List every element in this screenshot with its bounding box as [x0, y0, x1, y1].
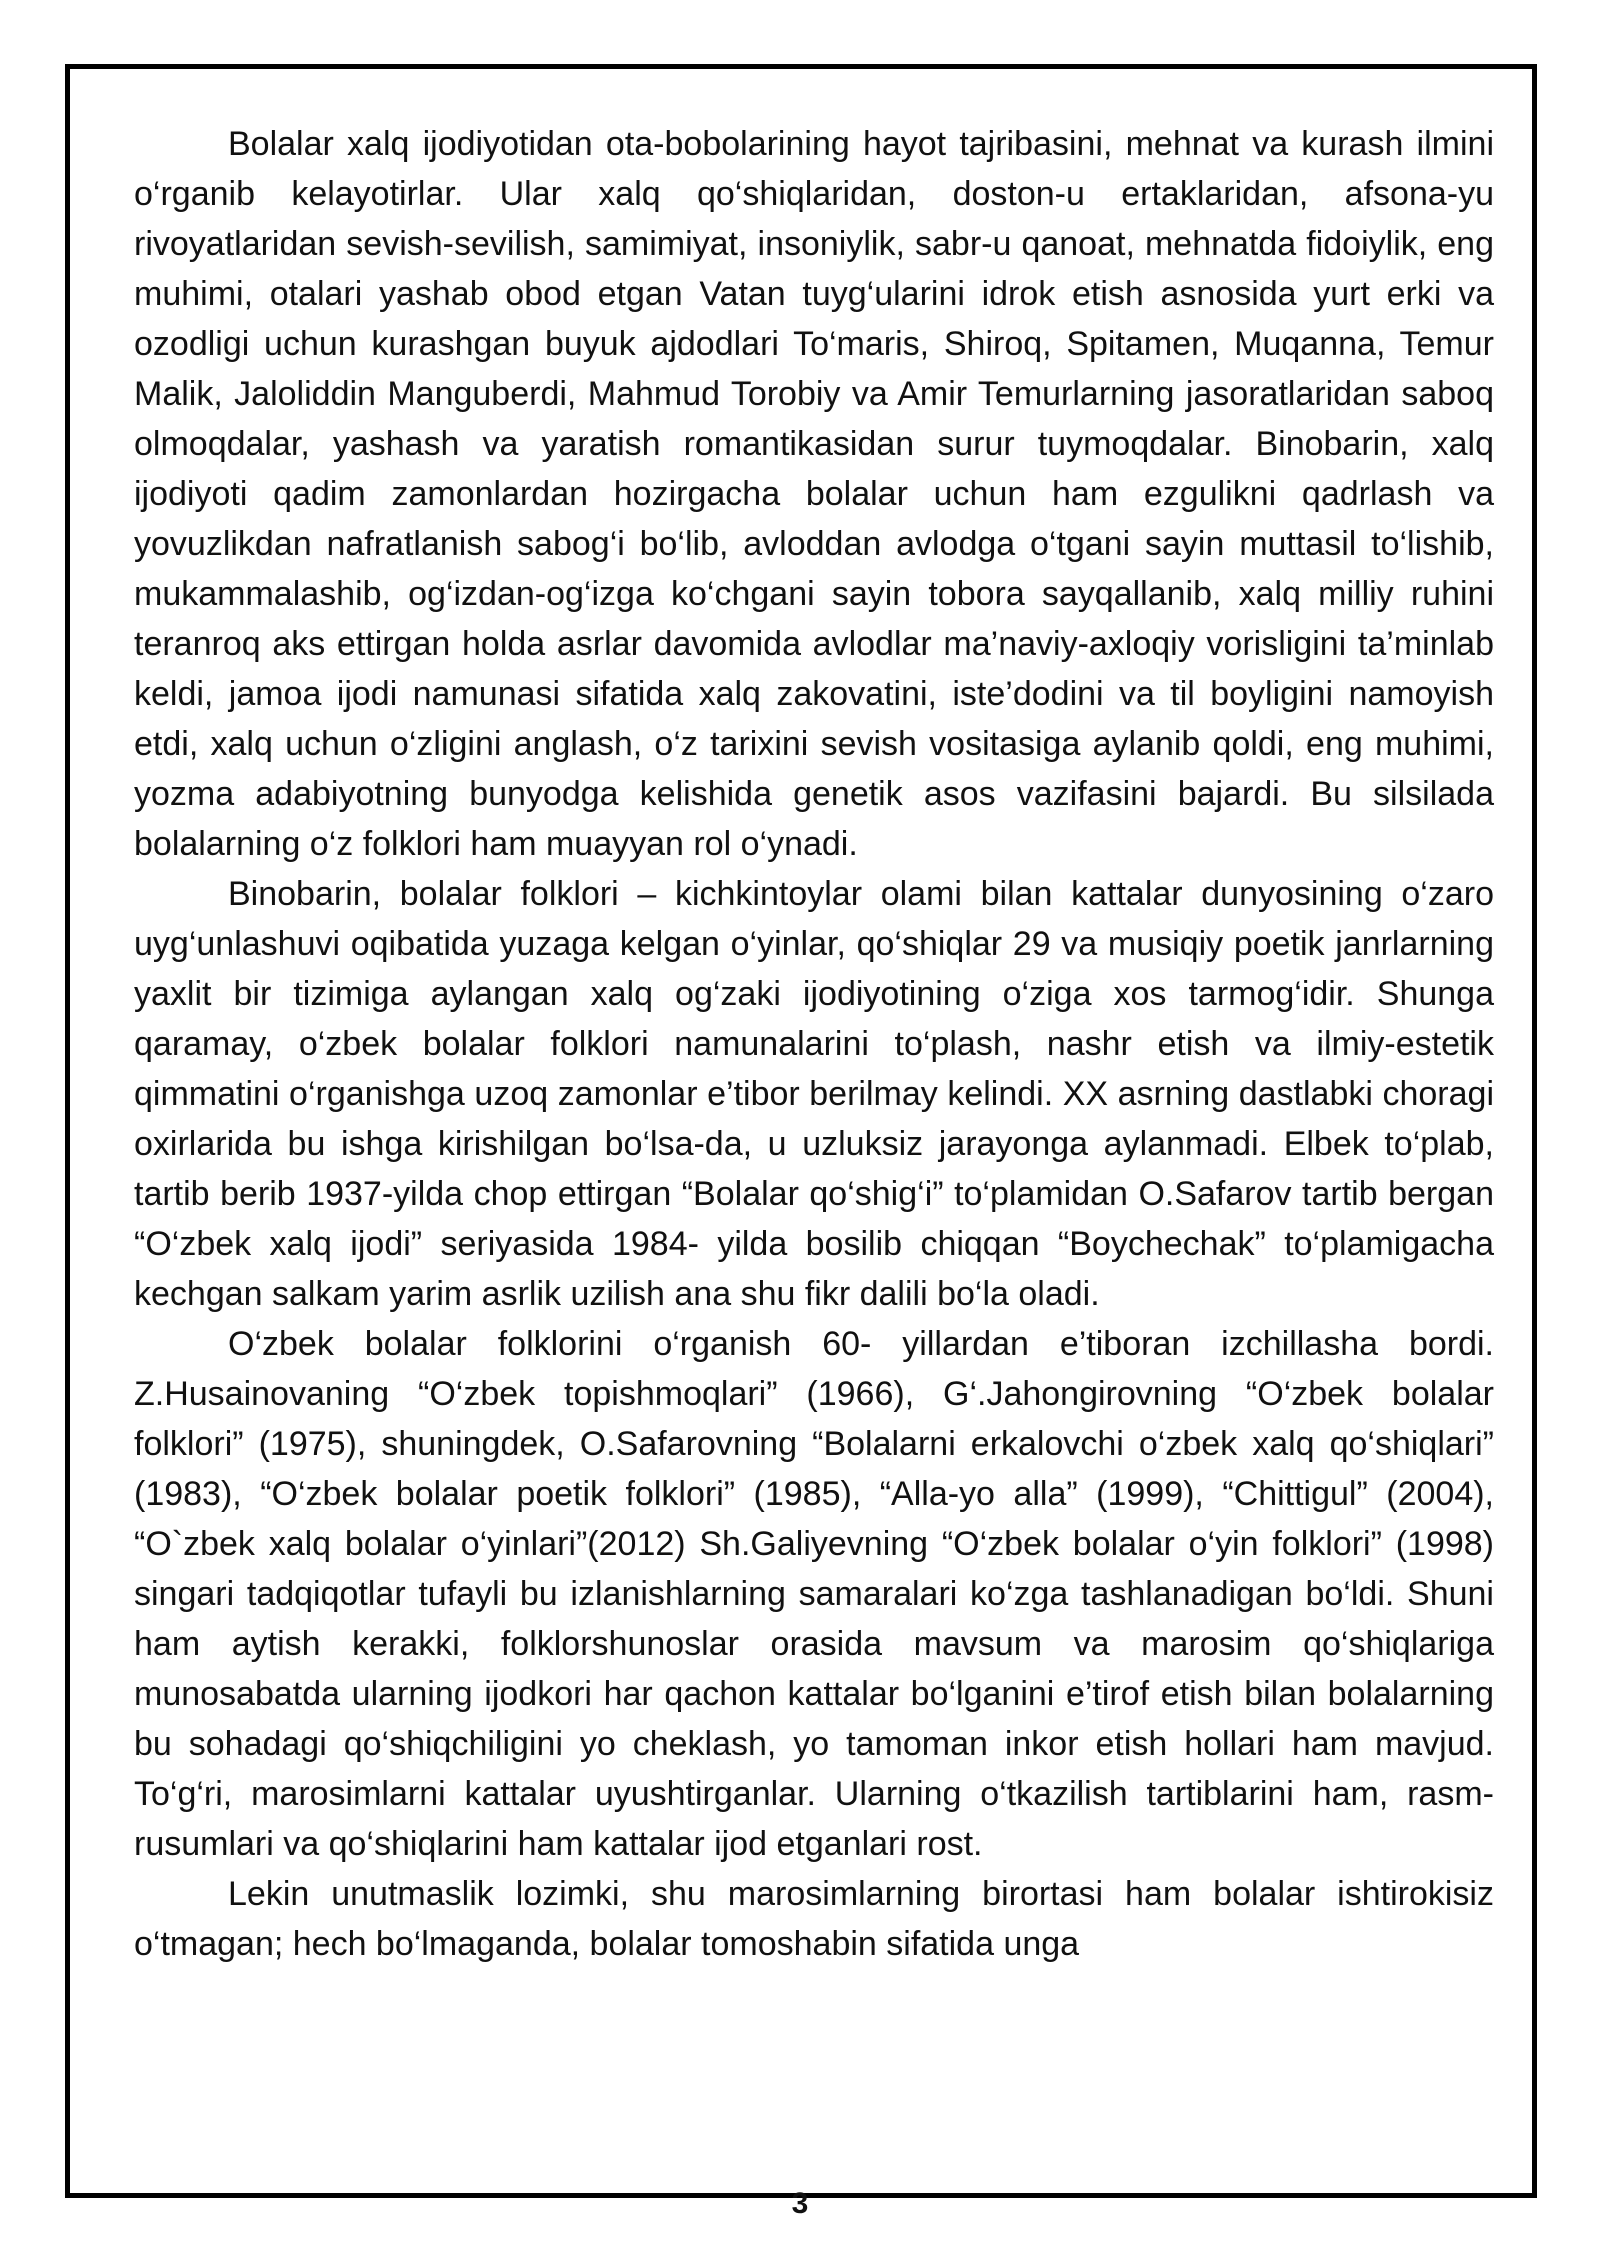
page-number: 3	[791, 2187, 809, 2220]
paragraph-2: Binobarin, bolalar folklori – kichkintoylar olami bilan kattalar dunyosining o‘zaro uyg‘unlashuvi oqibatida yuzaga kelgan o‘yinlar, qo‘shiqlar 29 va musiqiy poetik janrlarning yaxlit bir tizimiga aylangan xalq og‘zaki ijodiyotining o‘ziga xos tarmog‘idir. Shunga qaramay, o‘zbek bolalar folklori namunalarini to‘plash, nashr etish va ilmiy-estetik qimmatini o‘rganishga uzoq zamonlar e’tibor berilmay kelindi. XX asrning dastlabki choragi oxirlarida bu ishga kirishilgan bo‘lsa-da, u uzluksiz jarayonga aylanmadi. Elbek to‘plab, tartib berib 1937-yilda chop ettirgan “Bolalar qo‘shig‘i” to‘plamidan O.Safarov tartib bergan “O‘zbek xalq ijodi” seriyasida 1984- yilda bosilib chiqqan “Boychechak” to‘plamigacha kechgan salkam yarim asrlik uzilish ana shu fikr dalili bo‘la oladi.	[134, 875, 1494, 1313]
paragraph-4: Lekin unutmaslik lozimki, shu marosimlarning birortasi ham bolalar ishtirokisiz o‘tmagan; hech bo‘lmaganda, bolalar tomoshabin sifatida unga	[134, 1875, 1494, 1963]
document-body	[134, 119, 1494, 1969]
page-border	[65, 64, 1537, 2198]
paragraph-1: Bolalar xalq ijodiyotidan ota-bobolarining hayot tajribasini, mehnat va kurash ilmini o‘rganib kelayotirlar. Ular xalq qo‘shiqlaridan, doston-u ertaklaridan, afsona-yu rivoyatlaridan sevish-sevilish, samimiyat, insoniylik, sabr-u qanoat, mehnatda fidoiylik, eng muhimi, otalari yashab obod etgan Vatan tuyg‘ularini idrok etish asnosida yurt erki va ozodligi uchun kurashgan buyuk ajdodlari To‘maris, Shiroq, Spitamen, Muqanna, Temur Malik, Jaloliddin Manguberdi, Mahmud Torobiy va Amir Temurlarning jasoratlaridan saboq olmoqdalar, yashash va yaratish romantikasidan surur tuymoqdalar. Binobarin, xalq ijodiyoti qadim zamonlardan hozirgacha bolalar uchun ham ezgulikni qadrlash va yovuzlikdan nafratlanish sabog‘i bo‘lib, avloddan avlodga o‘tgani sayin muttasil to‘lishib, mukammalashib, og‘izdan-og‘izga ko‘chgani sayin tobora sayqallanib, xalq milliy ruhini teranroq aks ettirgan holda asrlar davomida avlodlar ma’naviy-axloqiy vorisligini ta’minlab keldi, jamoa ijodi namunasi sifatida xalq zakovatini, iste’dodini va til boyligini namoyish etdi, xalq uchun o‘zligini anglash, o‘z tarixini sevish vositasiga aylanib qoldi, eng muhimi, yozma adabiyotning bunyodga kelishida genetik asos vazifasini bajardi. Bu silsilada bolalarning o‘z folklori ham muayyan rol o‘ynadi.	[134, 125, 1494, 863]
paragraph-3: O‘zbek bolalar folklorini o‘rganish 60- yillardan e’tiboran izchillasha bordi. Z.Husainovaning “O‘zbek topishmoqlari” (1966), G‘.Jahongirovning “O‘zbek bolalar folklori” (1975), shuningdek, O.Safarovning “Bolalarni erkalovchi o‘zbek xalq qo‘shiqlari” (1983), “O‘zbek bolalar poetik folklori” (1985), “Alla-yo alla” (1999), “Chittigul” (2004), “O`zbek xalq bolalar o‘yinlari”(2012) Sh.Galiyevning “O‘zbek bolalar o‘yin folklori” (1998) singari tadqiqotlar tufayli bu izlanishlarning samaralari ko‘zga tashlanadigan bo‘ldi. Shuni ham aytish kerakki, folklorshunoslar orasida mavsum va marosim qo‘shiqlariga munosabatda ularning ijodkori har qachon kattalar bo‘lganini e’tirof etish bilan bolalarning bu sohadagi qo‘shiqchiligini yo cheklash, yo tamoman inkor etish hollari ham mavjud. To‘g‘ri, marosimlarni kattalar uyushtirganlar. Ularning o‘tkazilish tartiblarini ham, rasm-rusumlari va qo‘shiqlarini ham kattalar ijod etganlari rost.	[134, 1325, 1494, 1863]
